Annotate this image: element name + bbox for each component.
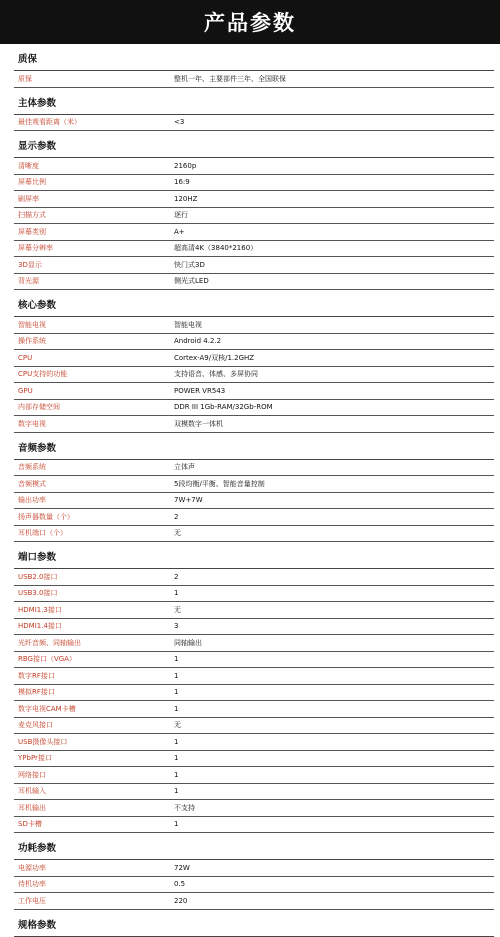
spec-row bbox=[14, 460, 494, 477]
spec-value: 220 bbox=[174, 896, 188, 905]
spec-value: 72W bbox=[174, 863, 190, 872]
spec-row bbox=[14, 800, 494, 817]
spec-row bbox=[14, 685, 494, 702]
spec-row bbox=[14, 274, 494, 291]
spec-value: 3 bbox=[174, 622, 179, 631]
spec-label: HDMI1.3接口 bbox=[18, 605, 62, 614]
spec-label: 内部存储空间 bbox=[18, 403, 60, 412]
spec-value: Cortex-A9/双核/1.2GHZ bbox=[174, 353, 255, 362]
spec-value: 整机一年、主要部件三年、全国联保 bbox=[174, 74, 286, 83]
spec-value: 2 bbox=[174, 512, 179, 521]
spec-label: 清晰度 bbox=[18, 161, 39, 170]
spec-label: 屏幕分辨率 bbox=[18, 244, 53, 253]
spec-value: 1 bbox=[174, 671, 179, 680]
page-header bbox=[0, 0, 500, 44]
spec-value: 5段均衡/平衡、智能音量控制 bbox=[174, 479, 265, 488]
spec-label: 光纤音频、同轴输出 bbox=[18, 638, 81, 647]
section-title: 核心参数 bbox=[14, 296, 494, 317]
spec-value: 1 bbox=[174, 704, 179, 713]
spec-label: HDMI1.4接口 bbox=[18, 622, 62, 631]
spec-value: 120HZ bbox=[174, 194, 198, 203]
spec-row bbox=[14, 367, 494, 384]
spec-row bbox=[14, 893, 494, 910]
spec-row bbox=[14, 400, 494, 417]
spec-value: 同轴输出 bbox=[174, 638, 202, 647]
spec-value: 侧光式LED bbox=[174, 277, 209, 286]
spec-label: 音频系统 bbox=[18, 463, 46, 472]
spec-value: POWER VR543 bbox=[174, 386, 226, 395]
spec-row bbox=[14, 383, 494, 400]
spec-value: <3 bbox=[174, 118, 185, 127]
spec-row bbox=[14, 158, 494, 175]
spec-label: 操作系统 bbox=[18, 337, 46, 346]
spec-value: 支持语音、体感、多屏协同 bbox=[174, 370, 258, 379]
spec-label: 耳机输出 bbox=[18, 803, 46, 812]
spec-label: 屏幕类别 bbox=[18, 227, 46, 236]
spec-label: 数字电视 bbox=[18, 419, 46, 428]
spec-row bbox=[14, 526, 494, 543]
spec-label: CPU支持的功能 bbox=[18, 370, 68, 379]
spec-label: YPbPr接口 bbox=[18, 754, 52, 763]
spec-value: 逐行 bbox=[174, 211, 188, 220]
spec-row bbox=[14, 619, 494, 636]
spec-row bbox=[14, 602, 494, 619]
spec-row bbox=[14, 334, 494, 351]
spec-row bbox=[14, 224, 494, 241]
page-title: 产品参数 bbox=[204, 11, 296, 35]
spec-label: 数字电视CAM卡槽 bbox=[18, 704, 76, 713]
spec-label: USB摄像头接口 bbox=[18, 737, 68, 746]
spec-value: 1 bbox=[174, 688, 179, 697]
spec-row bbox=[14, 817, 494, 834]
spec-row bbox=[14, 586, 494, 603]
spec-value: 无 bbox=[174, 529, 181, 538]
spec-label: 质保 bbox=[18, 74, 32, 83]
spec-row bbox=[14, 175, 494, 192]
section-title: 端口参数 bbox=[14, 548, 494, 569]
spec-label: RBG接口（VGA） bbox=[18, 655, 76, 664]
spec-value: 1 bbox=[174, 655, 179, 664]
spec-value: 不支持 bbox=[174, 803, 195, 812]
spec-value: 0.5 bbox=[174, 880, 186, 889]
spec-value: A+ bbox=[174, 227, 185, 236]
spec-row bbox=[14, 317, 494, 334]
section-title: 规格参数 bbox=[14, 916, 494, 937]
spec-value: 快门式3D bbox=[174, 260, 205, 269]
spec-row bbox=[14, 569, 494, 586]
spec-label: 扬声器数量（个） bbox=[18, 512, 74, 521]
spec-row bbox=[14, 416, 494, 433]
spec-label: 3D显示 bbox=[18, 260, 42, 269]
spec-row bbox=[14, 476, 494, 493]
spec-value: 超高清4K（3840*2160） bbox=[174, 244, 258, 253]
spec-row bbox=[14, 668, 494, 685]
spec-label: 模拟RF接口 bbox=[18, 688, 55, 697]
spec-row bbox=[14, 652, 494, 669]
spec-value: 2 bbox=[174, 572, 179, 581]
spec-value: 立体声 bbox=[174, 463, 195, 472]
spec-label: CPU bbox=[18, 353, 33, 362]
spec-label: 背光源 bbox=[18, 277, 39, 286]
spec-row bbox=[14, 784, 494, 801]
spec-label: 电源功率 bbox=[18, 863, 46, 872]
spec-label: USB3.0接口 bbox=[18, 589, 58, 598]
spec-label: USB2.0接口 bbox=[18, 572, 58, 581]
spec-label: 屏幕比例 bbox=[18, 178, 46, 187]
spec-value: 无 bbox=[174, 721, 181, 730]
spec-value: Android 4.2.2 bbox=[174, 337, 222, 346]
spec-label: 耳机输入 bbox=[18, 787, 46, 796]
spec-label: 待机功率 bbox=[18, 880, 46, 889]
spec-value: 1 bbox=[174, 770, 179, 779]
spec-value: 1 bbox=[174, 754, 179, 763]
spec-label: 扫描方式 bbox=[18, 211, 46, 220]
spec-value: 16:9 bbox=[174, 178, 190, 187]
spec-label: GPU bbox=[18, 386, 33, 395]
spec-row bbox=[14, 751, 494, 768]
spec-sections bbox=[0, 50, 500, 937]
spec-label: 最佳观看距离（米） bbox=[18, 118, 81, 127]
spec-row bbox=[14, 71, 494, 88]
spec-value: 智能电视 bbox=[174, 320, 202, 329]
spec-label: 工作电压 bbox=[18, 896, 46, 905]
spec-label: 输出功率 bbox=[18, 496, 46, 505]
spec-value: 7W+7W bbox=[174, 496, 203, 505]
spec-row bbox=[14, 734, 494, 751]
section-title: 功耗参数 bbox=[14, 839, 494, 860]
spec-row bbox=[14, 191, 494, 208]
spec-value: 双模数字一体机 bbox=[174, 419, 223, 428]
spec-label: 网络接口 bbox=[18, 770, 46, 779]
spec-row bbox=[14, 509, 494, 526]
spec-row bbox=[14, 767, 494, 784]
spec-value: DDR III 1Gb-RAM/32Gb-ROM bbox=[174, 403, 273, 412]
spec-value: 1 bbox=[174, 737, 179, 746]
spec-value: 1 bbox=[174, 589, 179, 598]
spec-label: SD卡槽 bbox=[18, 820, 42, 829]
section-title: 主体参数 bbox=[14, 94, 494, 115]
spec-label: 数字RF接口 bbox=[18, 671, 55, 680]
spec-label: 智能电视 bbox=[18, 320, 46, 329]
spec-row bbox=[14, 860, 494, 877]
section-title: 质保 bbox=[14, 50, 494, 71]
spec-row bbox=[14, 350, 494, 367]
spec-row bbox=[14, 115, 494, 132]
spec-value: 1 bbox=[174, 787, 179, 796]
section-title: 显示参数 bbox=[14, 137, 494, 158]
spec-value: 2160p bbox=[174, 161, 197, 170]
spec-row bbox=[14, 635, 494, 652]
spec-label: 耳机端口（个） bbox=[18, 529, 67, 538]
spec-row bbox=[14, 241, 494, 258]
spec-label: 刷屏率 bbox=[18, 194, 39, 203]
spec-row bbox=[14, 718, 494, 735]
spec-label: 音频模式 bbox=[18, 479, 46, 488]
spec-row bbox=[14, 257, 494, 274]
spec-label: 麦克风接口 bbox=[18, 721, 53, 730]
section-title: 音频参数 bbox=[14, 439, 494, 460]
spec-row bbox=[14, 701, 494, 718]
spec-value: 1 bbox=[174, 820, 179, 829]
spec-row bbox=[14, 208, 494, 225]
spec-value: 无 bbox=[174, 605, 181, 614]
spec-row bbox=[14, 493, 494, 510]
